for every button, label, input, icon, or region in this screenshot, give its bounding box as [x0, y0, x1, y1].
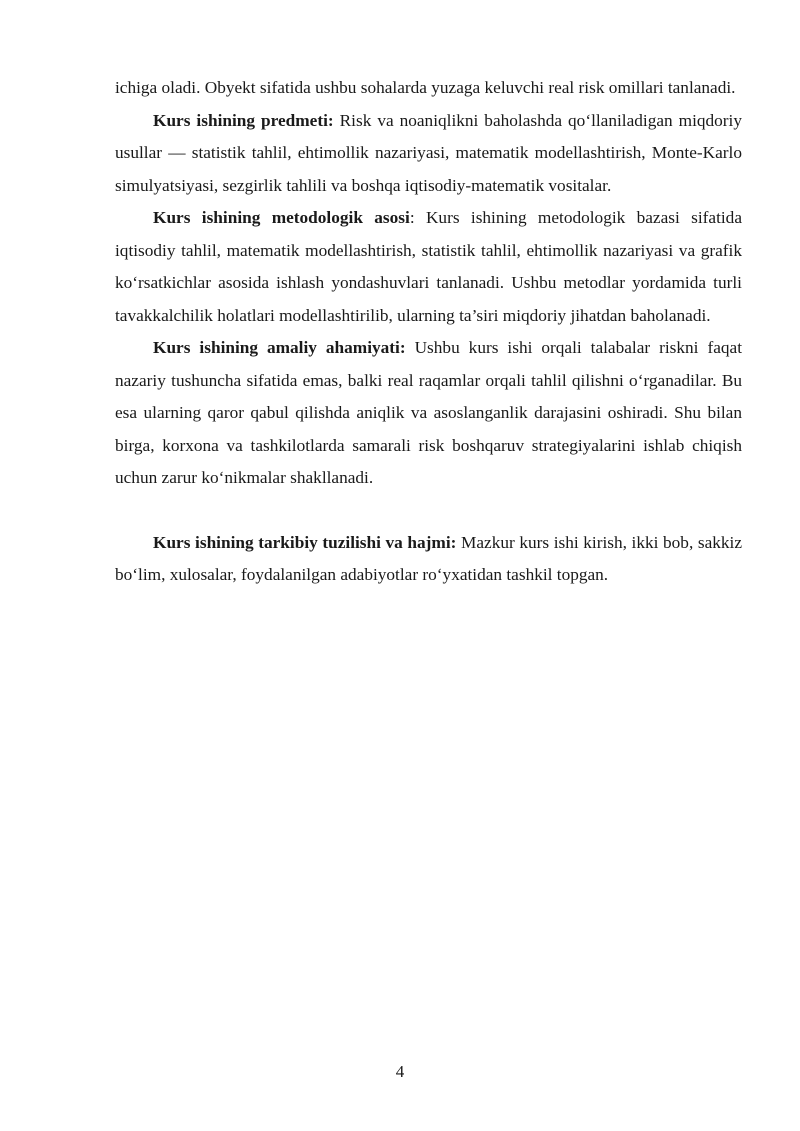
paragraph-text: Risk va noaniqlikni baholashda qo‘llaniladigan miqdoriy usullar — statistik tahlil, ehtimollik nazariyasi, matematik modellashtirish, Monte-Karlo simulyatsiyasi, sezgirlik tahlili va boshqa iqtisodiy-matematik vositalar. — [115, 110, 742, 195]
term-separator — [406, 338, 415, 357]
paragraph-text: ichiga oladi. Obyekt sifatida ushbu sohalarda yuzaga keluvchi real risk omillari tanlanadi. — [115, 78, 736, 97]
paragraph-subject — [115, 105, 742, 203]
paragraph-object-continuation — [115, 72, 742, 105]
term-separator: : — [409, 208, 426, 227]
paragraph-methodology — [115, 202, 742, 332]
paragraph-text: Ushbu kurs ishi orqali talabalar riskni faqat nazariy tushuncha sifatida emas, balki real raqamlar orqali tahlil qilishni o‘rganadilar. Bu esa ularning qaror qabul qilishda aniqlik va asoslanganlik darajasini oshiradi. Shu bilan birga, korxona va tashkilotlarda samarali risk boshqaruv strategiyalarini ishlab chiqish uchun zarur ko‘nikmalar shakllanadi. — [115, 338, 742, 487]
document-body — [115, 72, 742, 592]
paragraph-term: Kurs ishining tarkibiy tuzilishi va hajmi: — [153, 532, 457, 552]
paragraph-term: Kurs ishining metodologik asosi — [153, 208, 410, 227]
blank-line — [115, 495, 742, 527]
paragraph-text: Kurs ishining metodologik bazasi sifatida iqtisodiy tahlil, matematik modellashtirish, statistik tahlil, ehtimollik nazariyasi va grafik ko‘rsatkichlar asosida ishlash yondashuvlari tanlanadi. Ushbu metodlar yordamida turli tavakkalchilik holatlari modellashtirilib, ularning ta’siri miqdoriy jihatdan baholanadi. — [115, 208, 742, 325]
paragraph-term: Kurs ishining amaliy ahamiyati: — [153, 338, 406, 357]
page-number: 4 — [395, 1062, 405, 1081]
paragraph-term: Kurs ishining predmeti: — [153, 110, 334, 130]
paragraph-text: Mazkur kurs ishi kirish, ikki bob, sakkiz bo‘lim, xulosalar, foydalanilgan adabiyotlar ro‘yxatidan tashkil topgan. — [115, 532, 743, 584]
paragraph-structure — [115, 527, 742, 592]
paragraph-practical-significance — [115, 332, 742, 495]
